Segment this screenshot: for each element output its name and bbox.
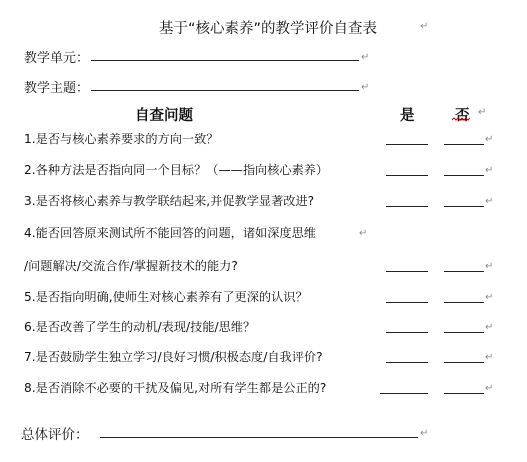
yes-blank-3[interactable] (386, 206, 428, 207)
paragraph-mark: ↵ (478, 107, 487, 118)
question-2: 2.各种方法是否指向同一个目标？（——指向核心素养） (24, 163, 329, 177)
no-blank-4[interactable] (444, 271, 484, 272)
paragraph-mark: ↵ (359, 228, 368, 239)
question-4-continued: /问题解决/交流合作/掌握新技术的能力? (24, 259, 238, 273)
header-no: 否 (455, 108, 470, 124)
paragraph-mark: ↵ (420, 428, 429, 439)
paragraph-mark: ↵ (485, 292, 494, 303)
no-blank-2[interactable] (444, 175, 484, 176)
question-3: 3.是否将核心素养与教学联结起来,并促教学显著改进? (24, 194, 315, 208)
yes-blank-6[interactable] (386, 332, 428, 333)
question-5: 5.是否指向明确,使师生对核心素养有了更深的认识？ (24, 290, 308, 304)
question-7: 7.是否鼓励学生独立学习/良好习惯/积极态度/自我评价? (24, 350, 323, 364)
unit-label: 教学单元： (24, 51, 90, 66)
question-1: 1.是否与核心素养要求的方向一致？ (24, 132, 219, 146)
header-yes: 是 (400, 108, 415, 124)
no-blank-6[interactable] (444, 332, 484, 333)
form-title: 基于“核心素养”的教学评价自查表 (159, 21, 378, 37)
unit-input-line[interactable] (91, 60, 359, 61)
no-blank-8[interactable] (444, 393, 484, 394)
no-blank-7[interactable] (444, 362, 484, 363)
paragraph-mark: ↵ (361, 52, 370, 63)
spellcheck-underline (452, 117, 470, 121)
no-blank-5[interactable] (444, 302, 484, 303)
no-blank-3[interactable] (444, 206, 484, 207)
yes-blank-1[interactable] (386, 144, 428, 145)
topic-input-line[interactable] (91, 90, 359, 91)
yes-blank-2[interactable] (386, 175, 428, 176)
no-blank-1[interactable] (444, 144, 484, 145)
paragraph-mark: ↵ (485, 383, 494, 394)
paragraph-mark: ↵ (485, 134, 494, 145)
paragraph-mark: ↵ (485, 165, 494, 176)
paragraph-mark: ↵ (485, 322, 494, 333)
paragraph-mark: ↵ (485, 261, 494, 272)
yes-blank-5[interactable] (386, 302, 428, 303)
paragraph-mark: ↵ (361, 82, 370, 93)
question-6: 6.是否改善了学生的动机/表现/技能/思维？ (24, 320, 256, 334)
header-question: 自查问题 (135, 108, 193, 124)
paragraph-mark: ↵ (485, 196, 494, 207)
yes-blank-8[interactable] (380, 393, 428, 394)
overall-label: 总体评价： (21, 427, 89, 443)
yes-blank-4[interactable] (386, 271, 428, 272)
paragraph-mark: ↵ (420, 21, 429, 32)
paragraph-mark: ↵ (485, 352, 494, 363)
topic-label: 教学主题： (24, 81, 90, 96)
question-8: 8.是否消除不必要的干扰及偏见,对所有学生都是公正的? (24, 381, 327, 395)
yes-blank-7[interactable] (386, 362, 428, 363)
question-4: 4.能否回答原来测试所不能回答的问题，诸如深度思维 (24, 226, 316, 240)
overall-input-line[interactable] (100, 437, 418, 438)
